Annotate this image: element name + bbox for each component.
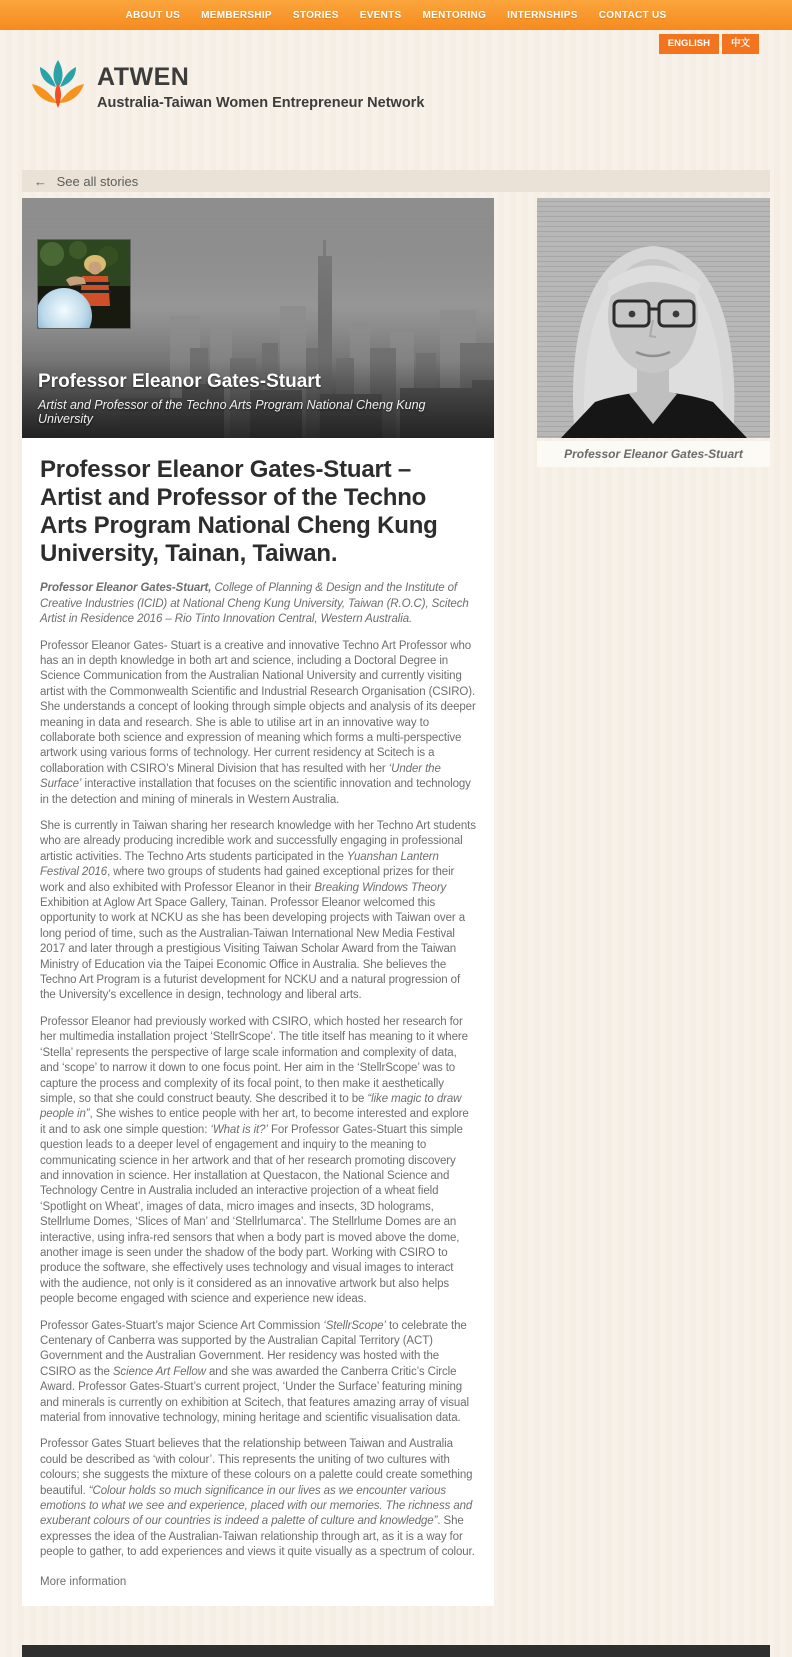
top-nav — [0, 0, 792, 30]
portrait-image — [537, 198, 770, 438]
hero-title: Professor Eleanor Gates-Stuart — [38, 371, 321, 392]
article-heading: Professor Eleanor Gates-Stuart – Artist and Professor of the Techno Arts Program National Cheng Kung University, Tainan, Taiwan. — [40, 456, 438, 568]
hero-subtitle: Artist and Professor of the Techno Arts Program National Cheng Kung University — [38, 398, 426, 426]
footer-strip — [22, 1645, 770, 1657]
more-information-link[interactable]: More information — [40, 1575, 127, 1588]
nav-item-stories[interactable]: STORIES — [292, 9, 339, 21]
language-button-english[interactable]: ENGLISH — [659, 34, 719, 54]
brand-logo[interactable] — [30, 58, 424, 115]
hero-inset-image — [38, 240, 130, 328]
see-all-stories-link[interactable] — [34, 174, 138, 189]
article-paragraph: She is currently in Taiwan sharing her research knowledge with her Techno Art students who are already producing incredible work and successfully engaging in professional artistic activities. The Techno Arts students participated in the Yuanshan Lantern Festival 2016, where two groups of students had gained exceptional prizes for their work and also exhibited with Professor Eleanor in their Breaking Windows Theory Exhibition at Aglow Art Space Gallery, Tainan. Professor Eleanor welcomed this opportunity to work at NCKU as she has been developing projects with Taiwan over a long period of time, such as the Australian-Taiwan International New Media Festival 2017 and later through a prestigious Visiting Taiwan Scholar Award from the Taiwan Ministry of Education via the Taipei Economic Office in Australia. She believes the Techno Art Program is a futurist development for NCKU and a natural progression of the University’s excellence in design, technology and liberal arts. — [40, 820, 476, 1002]
language-button-chinese[interactable]: 中文 — [722, 34, 759, 54]
hero-image — [22, 198, 494, 438]
article-paragraph: Professor Eleanor had previously worked with CSIRO, which hosted her research for her multimedia installation project ‘StellrScope’. The title itself has meaning to it where ‘Stella’ represents the perspective of large scale information and complexity of data, and ‘scope’ to narrow it down to one focus point. Her aim in the ‘StellrScope’ was to capture the process and complexity of its focal point, to then make it aesthetically simple, so that she could construct beauty. She described it to be “like magic to draw people in”, She wishes to entice people with her art, to become interested and explore it and to ask one simple question: ‘What is it?’ For Professor Gates-Stuart this simple question leads to a deeper level of engagement and inquiry to the meaning to communicating science in her artwork and that of her research promoting discovery and innovation in science. Her installation at Questacon, the National Science and Technology Centre in Australia included an interactive projection of a wheat field ‘Spotlight on Wheat’, images of data, micro images and insects, 3D holograms, Stellrlume Domes, ‘Slices of Man’ and ‘Stellrlumarca’. The Stellrlume Domes are an interactive, using infra-red sensors that when a body part is moved above the dome, another image is seen under the shadow of the body part. Working with CSIRO to produce the software, she effectively uses technology and visual images to interact with the audience, not only is it considered as an innovative artwork but also helps people become engaged with science and experience new ideas. — [40, 1015, 469, 1306]
portrait-card — [537, 198, 770, 467]
portrait-caption: Professor Eleanor Gates-Stuart — [537, 441, 770, 467]
nav-item-mentoring[interactable]: MENTORING — [422, 9, 487, 21]
brand-text — [97, 63, 424, 111]
article-paragraph: Professor Gates-Stuart’s major Science Art Commission ‘StellrScope’ to celebrate the Centenary of Canberra was supported by the Australian Capital Territory (ACT) Government and the Australian Government. Her residency was hosted with the CSIRO as the Science Art Fellow and she was awarded the Canberra Critic’s Circle Award. Professor Gates-Stuart’s current project, ‘Under the Surface’ featuring mining and minerals is currently on exhibition at Scitech, that features amazing array of visual material from innovative technology, mining heritage and scientific visualisation data. — [40, 1319, 469, 1425]
back-arrow-icon: ← — [34, 173, 47, 189]
artist-with-globe-photo — [38, 240, 130, 328]
article-card — [22, 198, 494, 1606]
back-bar — [22, 170, 770, 192]
nav-item-events[interactable]: EVENTS — [359, 9, 402, 21]
nav-item-contact-us[interactable]: CONTACT US — [598, 9, 667, 21]
hero-overlay — [22, 361, 494, 438]
article-paragraph: Professor Eleanor Gates- Stuart is a creative and innovative Techno Art Professor who has an in depth knowledge in both art and science, including a Doctoral Degree in Science Communication from the Australian National University and currently visiting artist with the Commonwealth Scientific and Industrial Research Organisation (CSIRO). She understands a concept of looking through simple objects and analysis of its deeper meaning in data and research. She is able to utilise art in an innovative way to collaborate both science and expression of meaning which forms a multi-perspective artwork using various forms of technology. Her current residency at Scitech is a collaboration with CSIRO’s Mineral Division that has resulted with her ‘Under the Surface’ interactive installation that focuses on the scientific innovation and technology in the detection and mining of minerals in Western Australia. — [40, 639, 476, 806]
nav-item-membership[interactable]: MEMBERSHIP — [201, 9, 272, 21]
nav-item-about-us[interactable]: ABOUT US — [125, 9, 181, 21]
nav-item-internships[interactable]: INTERNSHIPS — [507, 9, 578, 21]
article-paragraphs — [40, 581, 476, 1560]
brand-tagline: Australia-Taiwan Women Entrepreneur Network — [97, 94, 425, 111]
article-paragraph: Professor Eleanor Gates-Stuart, College of Planning & Design and the Institute of Creative Industries (ICID) at National Cheng Kung University, Taiwan (R.O.C), Scitech Artist in Residence 2016 – Rio Tinto Innovation Central, Western Australia. — [40, 582, 469, 626]
article-body — [22, 438, 494, 1592]
article-paragraph: Professor Gates Stuart believes that the relationship between Taiwan and Australia could be described as ‘with colour’. This represents the uniting of two cultures with colours; she suggests the mixture of these colours on a palette could create something beautiful. “Colour holds so much significance in our lives as we encounter various emotions to what we see and experience, placed with our memories. The richness and exuberant colours of our countries is indeed a palette of culture and knowledge”. She expresses the idea of the Australian-Taiwan relationship through art, as it is a way for people to gather, to add experiences and views it quite visually as a spectrum of colour. — [40, 1438, 475, 1559]
lotus-phoenix-logo-icon — [30, 58, 86, 115]
brand-name: ATWEN — [97, 62, 190, 91]
language-switcher — [659, 34, 759, 54]
see-all-stories-label: See all stories — [56, 173, 139, 189]
